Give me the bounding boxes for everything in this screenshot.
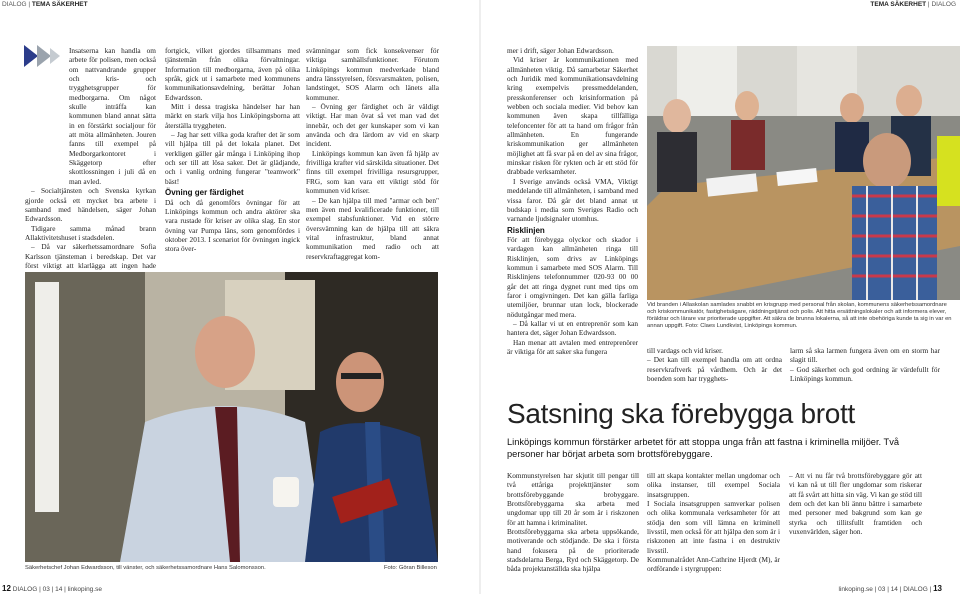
subheading: Risklinjen — [507, 225, 545, 235]
header-theme-right: TEMA SÄKERHET — [870, 1, 927, 8]
paragraph: Mitt i dessa tragiska händelser har han märkt en stark vilja hos Linköpingsborna att återställa tryggheten. — [165, 102, 300, 130]
paragraph: Linköpings kommun kan även få hjälp av frivilliga krafter vid särskilda situationer. Det finns till exempel frivilliga resursgrupper, FRG, som kan vara ett viktigt stöd för kommunen vid kriser. — [306, 148, 439, 196]
footer-text-left: DIALOG | 03 | 14 | linkoping.se — [12, 586, 102, 593]
paragraph: fortgick, vilket gjordes tillsammans med tjänstemän från olika förvaltningar. Information till medborgarna, även på olika språk, gick ut i samarbete med kommunens kommunikationsavdelning, berättar Johan Edwardsson. — [165, 46, 300, 102]
paragraph: Tidigare samma månad brann Allaktivitetshuset i stadsdelen. — [25, 223, 156, 242]
paragraph: Vid kriser är kommunikationen med allmänheten viktig. Då samarbetar Säkerhet och Juridik med kommunikationsavdelning kring exempelvis pressmeddelanden, presskonferenser och krisinformation på webben och sociala medier. Vid behov kan kommunen även skapa tillfälliga telefoncenter för att ta hand om frågor från allmänheten. En fungerande kriskommunikation ger allmänheten möjlighet att få svar på en del av sina frågor, minskar risken för rykten och är ett stöd för drabbade verksamheter. — [507, 55, 638, 177]
subheading: Övning ger färdighet — [165, 188, 244, 198]
paragraph: Insatserna kan handla om arbete för polisen, men också om nattvandrande grupper och kris- och trygghetsgrupper för medborgarna. Om något skulle inträffa kan kommunen bland annat sätta in en förstärkt socialjour för att möta allmänheten. Jouren fanns till exempel på Medborgarkontoret i Skäggetorp efter skottlossningen i juli då en man avled. — [69, 46, 156, 186]
paragraph: svämningar som fick konsekvenser för viktiga samhällsfunktioner. Förutom Linköpings kommun medverkade bland andra länsstyrelsen, försvarsmakten, polisen, landstinget, SOS Alarm och länets alla kommuner. — [306, 46, 439, 102]
paragraph: mer i drift, säger Johan Edwardsson. — [507, 46, 614, 55]
paragraph: – Socialtjänsten och Svenska kyrkan gjorde också ett mycket bra arbete i samband med händelsen, säger Johan Edwardsson. — [25, 186, 156, 224]
paragraph: För att förebygga olyckor och skador i vardagen kan allmänheten ringa till Risklinjen, som drivs av Linköpings kommun i samarbete med SOS Alarm. Till Risklinjens telefonnummer 020-93 00 00 går det att ringa dygnet runt med tips om faror i omgivningen. Det kan gälla farliga utemiljöer, brunnar utan lock, blockerade nödutgångar med mera. — [507, 235, 638, 319]
photo-credit-left: Foto: Göran Billeson — [384, 565, 437, 571]
photo-two-men — [25, 272, 438, 562]
article2-column-2: till att skapa kontakter mellan ungdomar och olika instanser, till exempel Sociala insatsgruppen. I Sociala insatsgruppen samverkar polisen och olika kommunala verksamheter för att stödja den som vill lämna en kriminell livsstil, men också för att hjälpa den som är i riskzonen att inte fastna i en destruktiv livsstil. Kommunalrådet Ann-Cathrine Hjerdt (M), är ordförande i styrgruppen: — [647, 471, 780, 574]
running-header: DIALOG | TEMA SÄKERHET TEMA SÄKERHET | DIALOG — [2, 1, 956, 8]
paragraph: Då och då genomförs övningar för att Linköpings kommun och andra aktörer ska vara rustade för kriser av olika slag. En stor övning var Pumpa läns, som genomfördes i oktober 2013. I scenariot för övningen ingick stora över- — [165, 197, 300, 254]
paragraph: – Övning ger färdighet och är väldigt viktigt. Har man övat så vet man vad det innebär, och det ger kunskaper som vi kan använda och dra lärdom av vid en skarp incident. — [306, 102, 439, 149]
footer-left — [2, 584, 102, 593]
article-lead: Linköpings kommun förstärker arbetet för att stoppa unga från att fastna i kriminella miljöer. Två personer har börjat arbeta som brottsförebyggare. — [507, 437, 900, 459]
photo-caption-left: Säkerhetschef Johan Edwardsson, till vänster, och säkerhetssamordnare Hans Salomonsson. — [25, 565, 266, 571]
paragraph: Han menar att avtalen med entreprenörer är viktiga för att saker ska fungera — [507, 337, 638, 357]
article-column-3 — [306, 46, 439, 261]
photo-crisis-meeting — [647, 46, 960, 300]
photo-caption-right — [647, 302, 952, 330]
article-headline: Satsning ska förebygga brott — [507, 398, 856, 429]
paragraph: – Då kallar vi ut en entreprenör som kan hantera det, säger Johan Edwardsson. — [507, 319, 638, 338]
article-column-6: larm så ska larmen fungera även om en storm har slagit till. – God säkerhet och god ordning är värdefullt för Linköpings kommun. — [790, 346, 940, 384]
paragraph: – De kan hjälpa till med "armar och ben" men även med kvalificerade funktioner, till exempel stabsfunktioner. Vid en större översvämning kan de hjälpa till att säkra vital infrastruktur, bland annat kommunikation med radio och att reservkraftaggregat kom- — [306, 195, 439, 261]
page-spine — [479, 0, 481, 594]
page-number-left: 12 — [2, 584, 11, 593]
header-magazine: DIALOG — [2, 1, 27, 8]
paragraph: – Då var säkerhetssamordnare Sofia Karlsson tjänsteman i beredskap. Det var först viktigt att klarlägga att ingen hade — [25, 242, 156, 270]
header-theme: TEMA SÄKERHET — [31, 1, 88, 8]
photo-credit-right: Foto: Claes Lundkvist, Linköpings kommun. — [685, 323, 798, 329]
caption-text: Vid branden i Allaskolan samlades snabbt en krisgrupp med personal från skolan, kommunens säkerhetssamordnare och kriskommunikatör, fastighetsägare, räddningstjänst och polis. Att hitta ersättningslokaler och att informera elever, föräldrar och lärare var prioriterade uppgifter. Att säkra de brunna lokalerna, så att inte obehöriga kunde ta sig in var en annan uppgift. — [647, 302, 952, 329]
header-magazine-right: DIALOG — [931, 1, 956, 8]
article-column-2 — [165, 46, 300, 254]
footer-right — [839, 584, 942, 593]
paragraph: – Jag har sett vilka goda krafter det är som vill hjälpa till på det lokala planet. Det verkligen gäller går många i Linköping ihop och ser till att lösa saker. Det är glädjande, och i vanlig ordning fungerar "teamwork" bäst! — [165, 130, 300, 186]
paragraph: I Sverige används också VMA, Viktigt meddelande till allmänheten, i samband med vissa faror. Då går det bland annat ut budskap i media som Sveriges Radio och varnande ljudsignaler utomhus. — [507, 176, 638, 224]
article-column-5: till vardags och vid kriser. – Det kan till exempel handla om att ordna reservkraftverk på vårdhem. Och är det boenden som har trygghets- — [647, 346, 782, 384]
article2-column-1: Kommunstyrelsen har skjutit till pengar till två ettåriga projekttjänster som brottsförebyggande brobyggare. Brottsförebyggarna ska arbeta med ungdomar upp till 20 år som är i riskzonen för att hamna i kriminalitet. Brottsförebyggarna ska arbeta uppsökande, motiverande och stödjande. De ska i första hand fokusera på de prioriterade stadsdelarna Berga, Ryd och Skäggetorp. De båda projektanställda ska hjälpa — [507, 471, 639, 574]
article-column-4 — [507, 46, 638, 357]
page-number-right: 13 — [933, 584, 942, 593]
article2-column-3: – Att vi nu får två brottsförebyggare gör att vi kan nå ut till fler ungdomar som riskerar att få svårt att hitta sin väg. Vi kan ge stöd till dem och det kan bli ännu bättre i samarbete med personer med bakgrund som kan ge styrka och tillitsfullt framtiden och vuxenvärlden, säger hon. — [789, 471, 922, 537]
footer-text-right: linkoping.se | 03 | 14 | DIALOG | — [838, 586, 932, 593]
